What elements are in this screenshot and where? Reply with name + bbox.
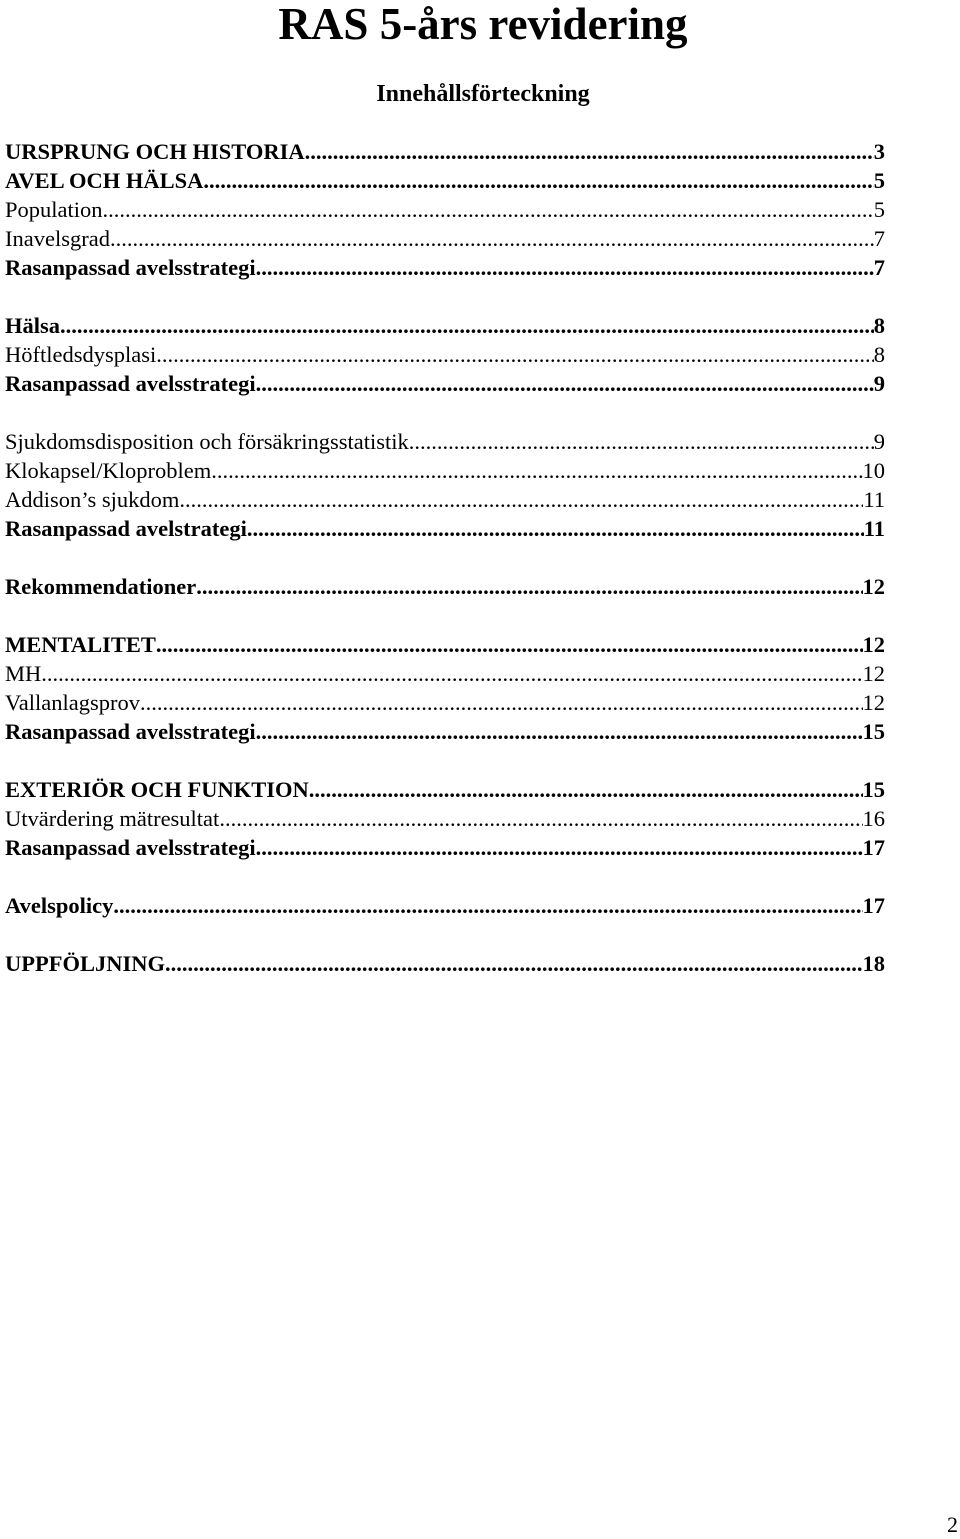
toc-entry-page: 8 xyxy=(873,313,885,338)
toc-leader-dots xyxy=(203,166,873,195)
toc-leader-dots xyxy=(219,804,862,833)
toc-entry-label: EXTERIÖR OCH FUNKTION xyxy=(5,777,309,802)
toc-leader-dots xyxy=(156,630,863,659)
toc-leader-dots xyxy=(256,717,863,746)
toc-leader-dots xyxy=(247,514,864,543)
toc-leader-dots xyxy=(156,340,874,369)
toc-entry-label: Addison’s sjukdom xyxy=(5,487,180,512)
toc-entry[interactable] xyxy=(5,514,885,543)
toc-entry[interactable] xyxy=(5,485,885,514)
toc-entry-page: 3 xyxy=(873,139,885,164)
toc-entry-page: 8 xyxy=(873,342,885,367)
toc-entry-label: Avelspolicy xyxy=(5,893,114,918)
toc-leader-dots xyxy=(60,311,874,340)
toc-entry[interactable] xyxy=(5,456,885,485)
toc-entry-page: 7 xyxy=(873,255,885,280)
toc-entry-page: 17 xyxy=(862,893,885,918)
toc-entry[interactable] xyxy=(5,659,885,688)
toc-leader-dots xyxy=(309,775,863,804)
toc-entry-page: 15 xyxy=(862,777,885,802)
toc-entry-page: 10 xyxy=(862,458,885,483)
toc-entry[interactable] xyxy=(5,572,885,601)
toc-entry[interactable] xyxy=(5,224,885,253)
toc-leader-dots xyxy=(165,949,863,978)
toc-entry-page: 11 xyxy=(863,487,885,512)
toc-entry-page: 5 xyxy=(873,168,885,193)
toc-entry-page: 12 xyxy=(862,632,885,657)
toc-entry-label: Höftledsdysplasi xyxy=(5,342,157,367)
toc-leader-dots xyxy=(196,572,862,601)
toc-entry-label: AVEL OCH HÄLSA xyxy=(5,168,204,193)
toc-leader-dots xyxy=(140,688,863,717)
toc-entry[interactable] xyxy=(5,427,885,456)
toc-entry-label: MH xyxy=(5,661,42,686)
toc-entry-label: Rasanpassad avelsstrategi xyxy=(5,371,256,396)
toc-leader-dots xyxy=(409,427,874,456)
toc-entry[interactable] xyxy=(5,195,885,224)
toc-entry-page: 5 xyxy=(873,197,885,222)
toc-entry-label: Utvärdering mätresultat xyxy=(5,806,220,831)
toc-entry-label: Hälsa xyxy=(5,313,61,338)
toc-entry-label: Rasanpassad avelsstrategi xyxy=(5,835,256,860)
toc-entry[interactable] xyxy=(5,717,885,746)
toc-leader-dots xyxy=(110,224,874,253)
toc-entry[interactable] xyxy=(5,137,885,166)
toc-entry-page: 15 xyxy=(862,719,885,744)
toc-entry-page: 9 xyxy=(873,429,885,454)
toc-entry[interactable] xyxy=(5,688,885,717)
toc-entry-label: URSPRUNG OCH HISTORIA xyxy=(5,139,305,164)
toc-entry-page: 12 xyxy=(862,574,885,599)
toc-entry-page: 12 xyxy=(862,661,885,686)
toc-heading: Innehållsförteckning xyxy=(376,81,590,107)
toc-entry-page: 9 xyxy=(873,371,885,396)
toc-entry-page: 18 xyxy=(862,951,885,976)
toc-entry[interactable] xyxy=(5,253,885,282)
toc-entry-page: 16 xyxy=(862,806,885,831)
toc-entry[interactable] xyxy=(5,833,885,862)
toc-entry[interactable] xyxy=(5,369,885,398)
toc-entry[interactable] xyxy=(5,804,885,833)
page-title: RAS 5-års revidering xyxy=(278,0,688,49)
toc-entry-label: Vallanlagsprov xyxy=(5,690,140,715)
toc-entry[interactable] xyxy=(5,949,885,978)
toc-entry-page: 12 xyxy=(862,690,885,715)
toc-leader-dots xyxy=(256,253,874,282)
toc-entry-label: Rasanpassad avelsstrategi xyxy=(5,255,256,280)
table-of-contents xyxy=(5,137,885,978)
toc-leader-dots xyxy=(179,485,863,514)
toc-leader-dots xyxy=(211,456,862,485)
toc-entry[interactable] xyxy=(5,311,885,340)
toc-leader-dots xyxy=(103,195,874,224)
toc-entry-label: Rasanpassad avelsstrategi xyxy=(5,719,256,744)
page-number: 2 xyxy=(947,1512,958,1537)
toc-entry[interactable] xyxy=(5,891,885,920)
toc-entry-label: Klokapsel/Kloproblem xyxy=(5,458,212,483)
toc-entry-label: Sjukdomsdisposition och försäkringsstatistik xyxy=(5,429,409,454)
toc-entry-page: 17 xyxy=(862,835,885,860)
toc-leader-dots xyxy=(113,891,862,920)
toc-entry-label: UPPFÖLJNING xyxy=(5,951,165,976)
toc-leader-dots xyxy=(305,137,874,166)
toc-entry[interactable] xyxy=(5,166,885,195)
toc-entry[interactable] xyxy=(5,340,885,369)
toc-entry[interactable] xyxy=(5,775,885,804)
toc-entry-label: Rasanpassad avelstrategi xyxy=(5,516,247,541)
toc-entry-page: 11 xyxy=(863,516,885,541)
toc-leader-dots xyxy=(256,369,874,398)
toc-entry-label: Population xyxy=(5,197,103,222)
toc-entry-label: Rekommendationer xyxy=(5,574,197,599)
toc-entry-label: Inavelsgrad xyxy=(5,226,110,251)
toc-leader-dots xyxy=(256,833,863,862)
toc-entry-page: 7 xyxy=(873,226,885,251)
toc-leader-dots xyxy=(41,659,862,688)
toc-entry[interactable] xyxy=(5,630,885,659)
toc-entry-label: MENTALITET xyxy=(5,632,156,657)
